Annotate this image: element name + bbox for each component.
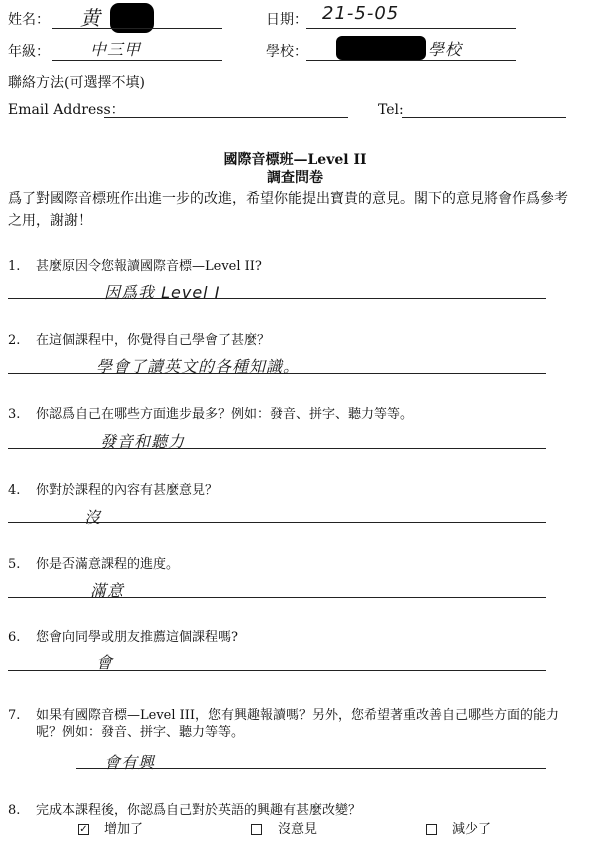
answer-handwriting: 會 xyxy=(96,653,114,672)
answer-line[interactable] xyxy=(8,522,546,523)
question-number: 5. xyxy=(8,557,21,572)
answer-line[interactable] xyxy=(8,670,546,671)
survey-subtitle: 調查問卷 xyxy=(267,170,323,186)
answer-handwriting: 發音和聽力 xyxy=(100,432,186,451)
question-number: 8. xyxy=(8,803,21,818)
question-text: 完成本課程後，你認爲自己對於英語的興趣有甚麼改變？ xyxy=(36,803,362,818)
email-label: Email Address： xyxy=(8,102,125,118)
question-number: 4. xyxy=(8,483,21,498)
option-label: 增加了 xyxy=(104,822,144,837)
intro-paragraph: 爲了對國際音標班作出進一步的改進，希望你能提出寶貴的意見。閣下的意見將會作爲參考之用，謝謝！ xyxy=(8,191,568,229)
redaction-mark-school xyxy=(336,36,426,60)
tel-field-line[interactable] xyxy=(402,117,566,118)
email-field-line[interactable] xyxy=(104,117,348,118)
grade-value: 中三甲 xyxy=(90,40,142,59)
grade-label: 年級： xyxy=(8,44,50,60)
option-label: 沒意見 xyxy=(278,822,318,837)
question-text: 甚麼原因令您報讀國際音標—Level II? xyxy=(36,259,262,274)
question-text: 在這個課程中，你覺得自己學會了甚麼？ xyxy=(36,333,271,348)
date-label: 日期： xyxy=(266,12,308,28)
question-number: 2. xyxy=(8,333,21,348)
answer-handwriting: 滿意 xyxy=(90,581,125,600)
checkbox-option[interactable] xyxy=(426,824,437,835)
answer-handwriting: 沒 xyxy=(84,508,102,527)
question-number: 6. xyxy=(8,630,21,645)
question-text: 您會向同學或朋友推薦這個課程嗎? xyxy=(36,630,238,645)
school-label: 學校： xyxy=(266,44,308,60)
grade-field-line[interactable] xyxy=(52,60,222,61)
answer-handwriting: 因爲我 Level I xyxy=(104,283,221,302)
question-text: 你是否滿意課程的進度。 xyxy=(36,557,180,572)
answer-line[interactable] xyxy=(76,768,546,769)
question-number: 3. xyxy=(8,407,21,422)
tel-label: Tel: xyxy=(378,102,404,118)
name-field-line[interactable] xyxy=(52,28,222,29)
answer-line[interactable] xyxy=(8,448,546,449)
checkbox-option[interactable] xyxy=(251,824,262,835)
question-text: 你對於課程的內容有甚麼意見？ xyxy=(36,483,219,498)
answer-handwriting: 學會了讀英文的各種知識。 xyxy=(96,357,301,376)
checkbox-option[interactable]: ✓ xyxy=(79,824,88,835)
contact-label: 聯絡方法(可選擇不填) xyxy=(8,75,145,91)
date-field-line[interactable] xyxy=(306,28,516,29)
question-text: 你認爲自己在哪些方面進步最多？例如：發音、拼字、聽力等等。 xyxy=(36,407,414,422)
name-value: 黄 xyxy=(80,6,101,30)
question-number: 7. xyxy=(8,708,21,723)
school-field-line[interactable] xyxy=(306,60,516,61)
question-number: 1. xyxy=(8,259,21,274)
answer-line[interactable] xyxy=(8,298,546,299)
name-label: 姓名： xyxy=(8,12,50,28)
option-label: 減少了 xyxy=(452,822,492,837)
question-text: 如果有國際音標—Level III，您有興趣報讀嗎？另外，您希望著重改善自己哪些方面的能力呢？例如：發音、拼字、聽力等等。 xyxy=(36,708,560,740)
school-value: 學校 xyxy=(428,40,463,59)
survey-title: 國際音標班—Level II xyxy=(223,152,367,168)
answer-handwriting: 會有興 xyxy=(104,753,156,772)
date-value: 21-5-05 xyxy=(322,3,400,24)
answer-line[interactable] xyxy=(8,373,546,374)
answer-line[interactable] xyxy=(8,597,546,598)
